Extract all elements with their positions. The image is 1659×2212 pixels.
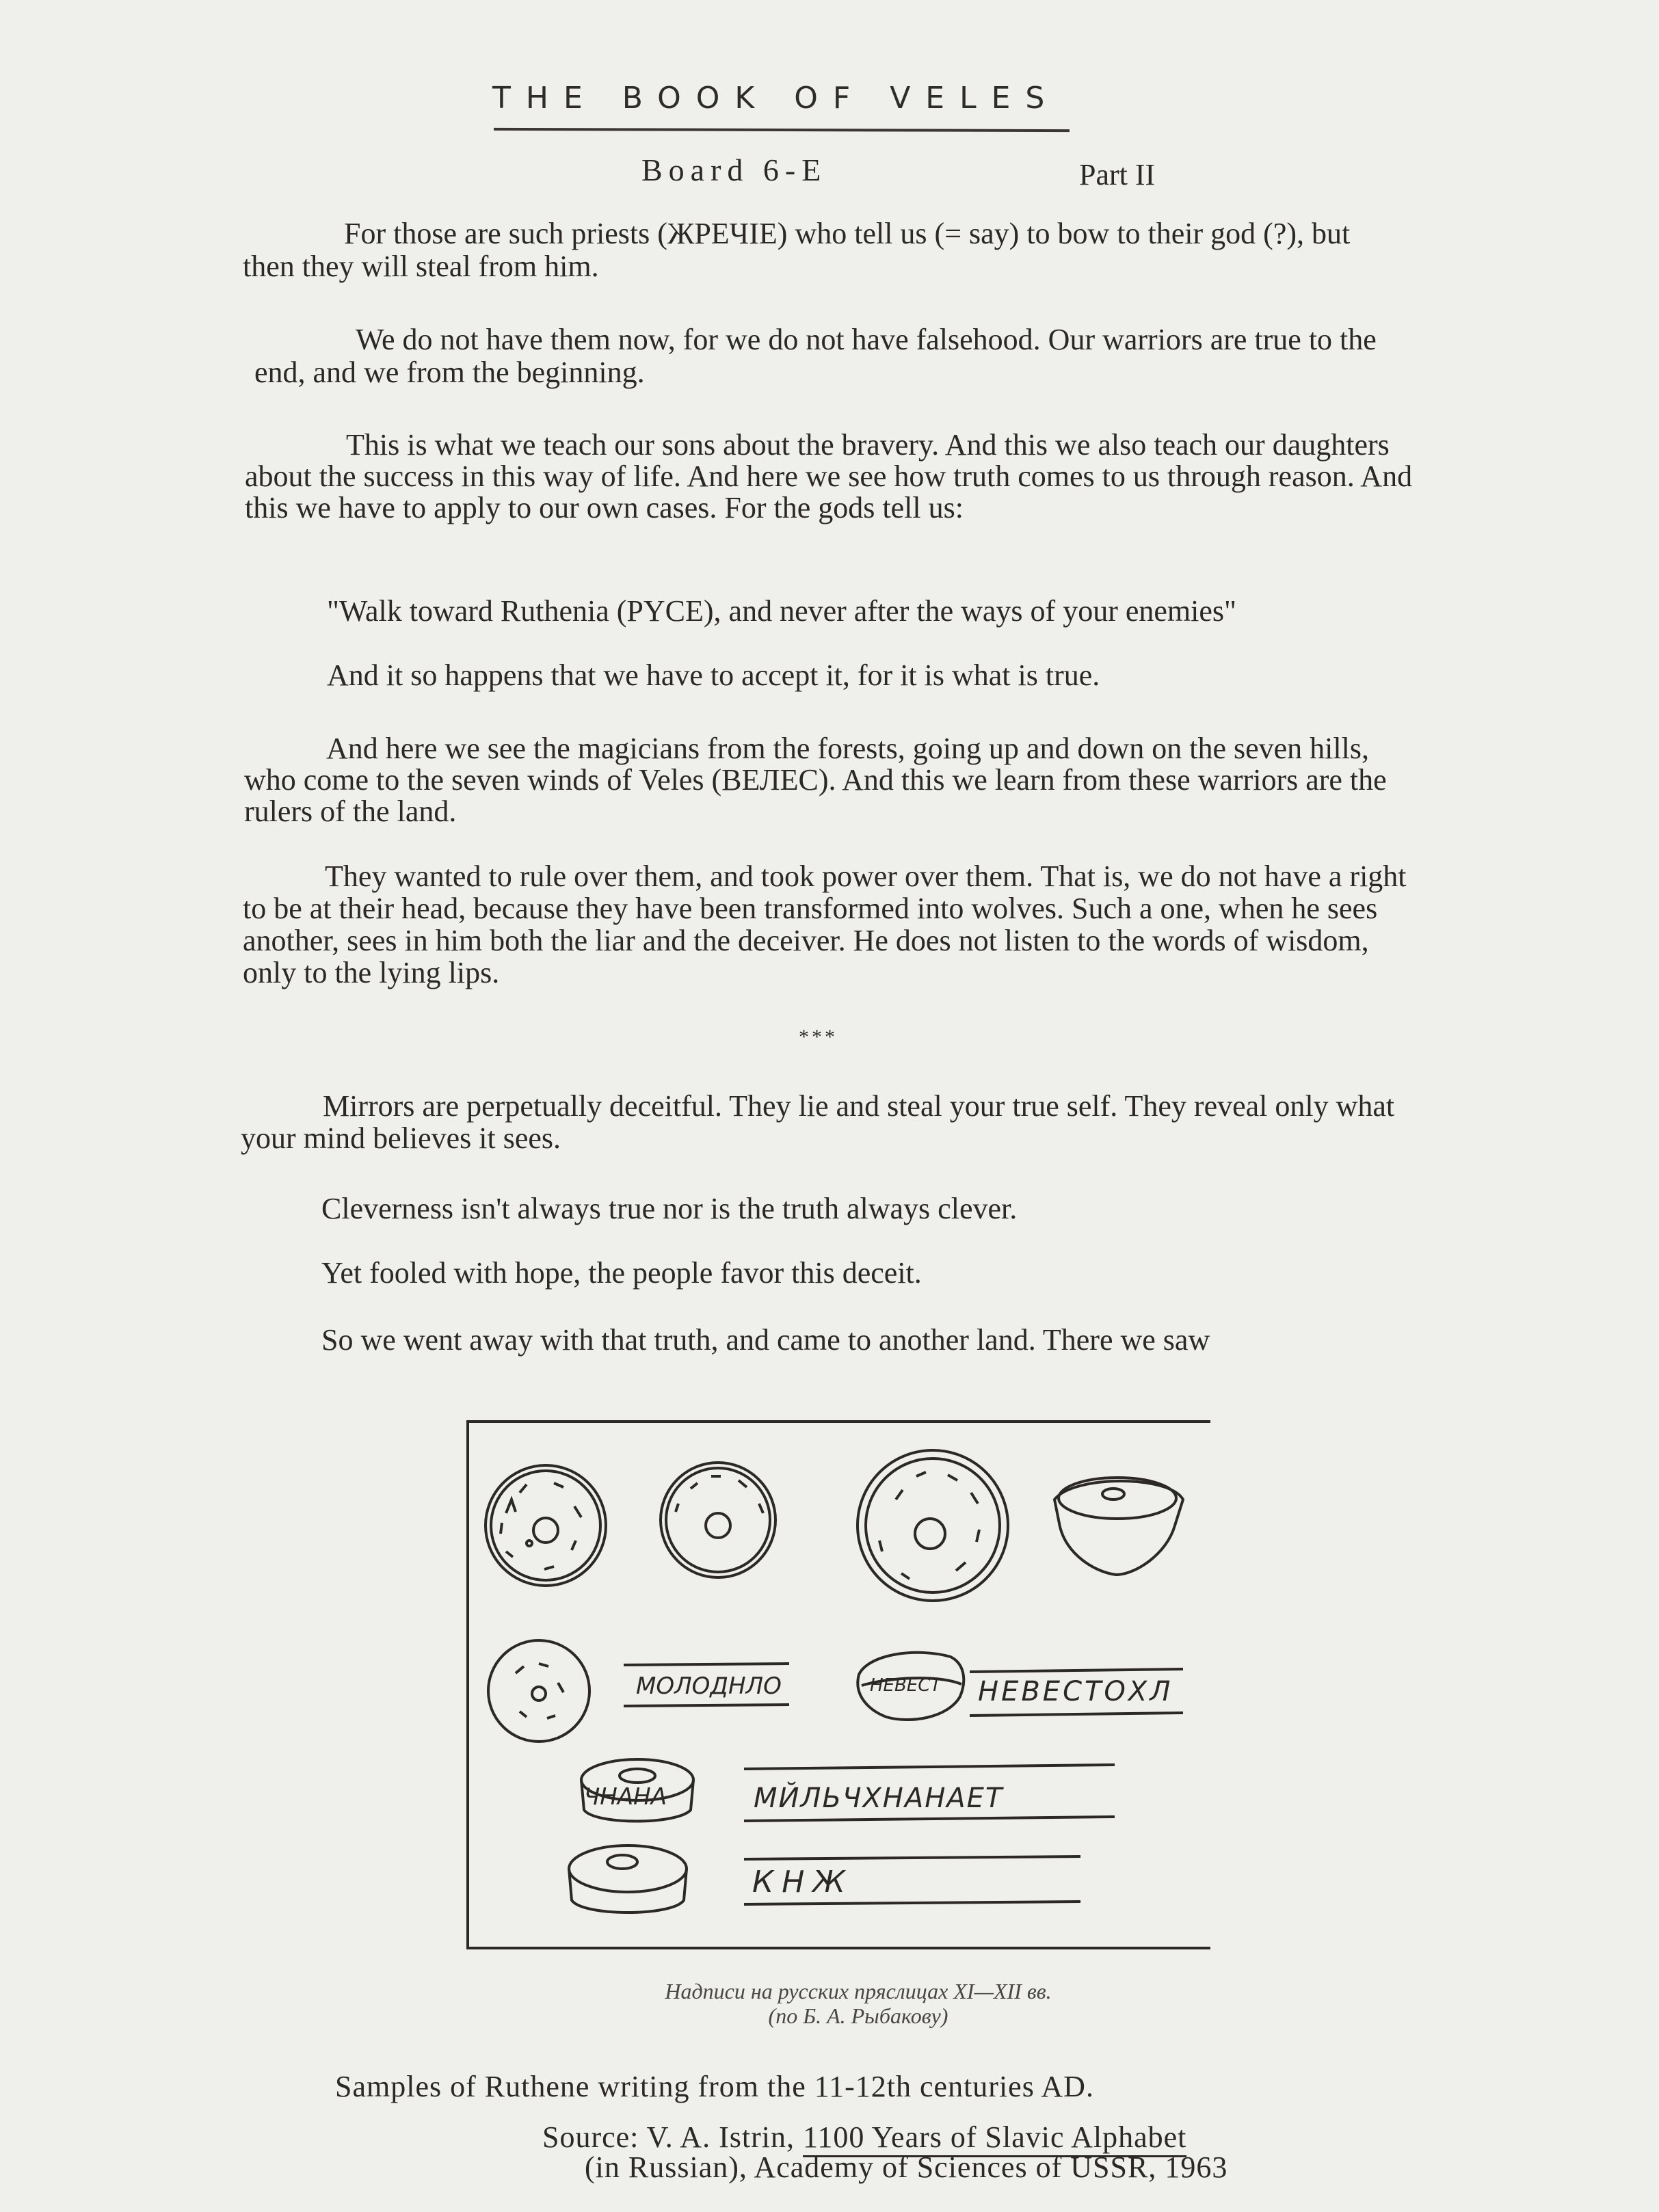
paragraph-2: We do not have them now, for we do not have falsehood. Our warriors are true to the end, and we from the beginning. bbox=[254, 323, 1377, 389]
whorl-4-drawing bbox=[1054, 1478, 1183, 1575]
whorl-3-drawing bbox=[858, 1450, 1008, 1601]
source-title: 1100 Years of Slavic Alphabet bbox=[803, 2120, 1186, 2157]
board-label: Board 6-E bbox=[641, 152, 827, 187]
paragraph-11: So we went away with that truth, and came to another land. There we saw bbox=[321, 1323, 1210, 1357]
whorl-1-drawing bbox=[486, 1465, 606, 1586]
figure-caption: Samples of Ruthene writing from the 11-12th centuries AD. bbox=[335, 2070, 1094, 2103]
inscription-3: НЕВЕСТОХЛ bbox=[978, 1676, 1173, 1707]
figure-caption-russian-credit: (по Б. А. Рыбакову) bbox=[768, 2003, 948, 2028]
paragraph-3: This is what we teach our sons about the bravery. And this we also teach our daughters about the success in this way of life. And here we see how truth comes to us through reason. And this we have to apply to our own cases. For the gods tell us: bbox=[245, 428, 1413, 524]
paragraph-9: Cleverness isn't always true nor is the truth always clever. bbox=[321, 1192, 1018, 1225]
inscription-2: НЕВЕСТ bbox=[870, 1675, 942, 1696]
paragraph-1: For those are such priests (ЖРЕЧIE) who tell us (= say) to bow to their god (?), but then they will steal from him. bbox=[243, 217, 1351, 283]
paragraph-6: And here we see the magicians from the forests, going up and down on the seven hills, who come to the seven winds of Veles (ВЕЛЕС). And this we learn from these warriors are the rulers of the land. bbox=[244, 732, 1387, 828]
source-prefix: Source: V. A. Istrin, bbox=[542, 2120, 803, 2154]
inscription-5: МЙЛЬЧХНАНАЕТ bbox=[754, 1783, 1004, 1814]
whorl-2-drawing bbox=[661, 1463, 775, 1577]
whorl-5-drawing bbox=[488, 1640, 589, 1742]
paragraph-4: "Walk toward Ruthenia (PYCE), and never after the ways of your enemies" bbox=[327, 594, 1236, 628]
paragraph-8: Mirrors are perpetually deceitful. They lie and steal your true self. They reveal only what your mind believes it sees. bbox=[241, 1089, 1395, 1155]
source-details: (in Russian), Academy of Sciences of USSR, 1963 bbox=[585, 2150, 1228, 2184]
whorl-8-drawing bbox=[569, 1845, 687, 1913]
section-separator: *** bbox=[799, 1026, 838, 1048]
paragraph-7: They wanted to rule over them, and took power over them. That is, we do not have a right to be at their head, because they have been transformed into wolves. Such a one, when he sees another, sees in him both the liar and the deceiver. He does not listen to the words of wisdom, only to the lying lips. bbox=[243, 860, 1407, 989]
title-underline bbox=[494, 128, 1070, 132]
paragraph-5: And it so happens that we have to accept it, for it is what is true. bbox=[327, 658, 1100, 692]
page-title: THE BOOK OF VELES bbox=[492, 81, 1060, 116]
inscription-4: ЧНАНА bbox=[584, 1783, 667, 1811]
paragraph-10: Yet fooled with hope, the people favor this deceit. bbox=[321, 1256, 922, 1290]
figure-caption-russian: Надписи на русских пряслицах XI—XII вв. bbox=[665, 1979, 1052, 2003]
inscription-6: КНЖ bbox=[752, 1865, 853, 1900]
part-label: Part II bbox=[1079, 158, 1156, 191]
spindle-whorls-figure bbox=[458, 1417, 1210, 1953]
inscription-1: МОЛОДНЛО bbox=[636, 1673, 782, 1700]
